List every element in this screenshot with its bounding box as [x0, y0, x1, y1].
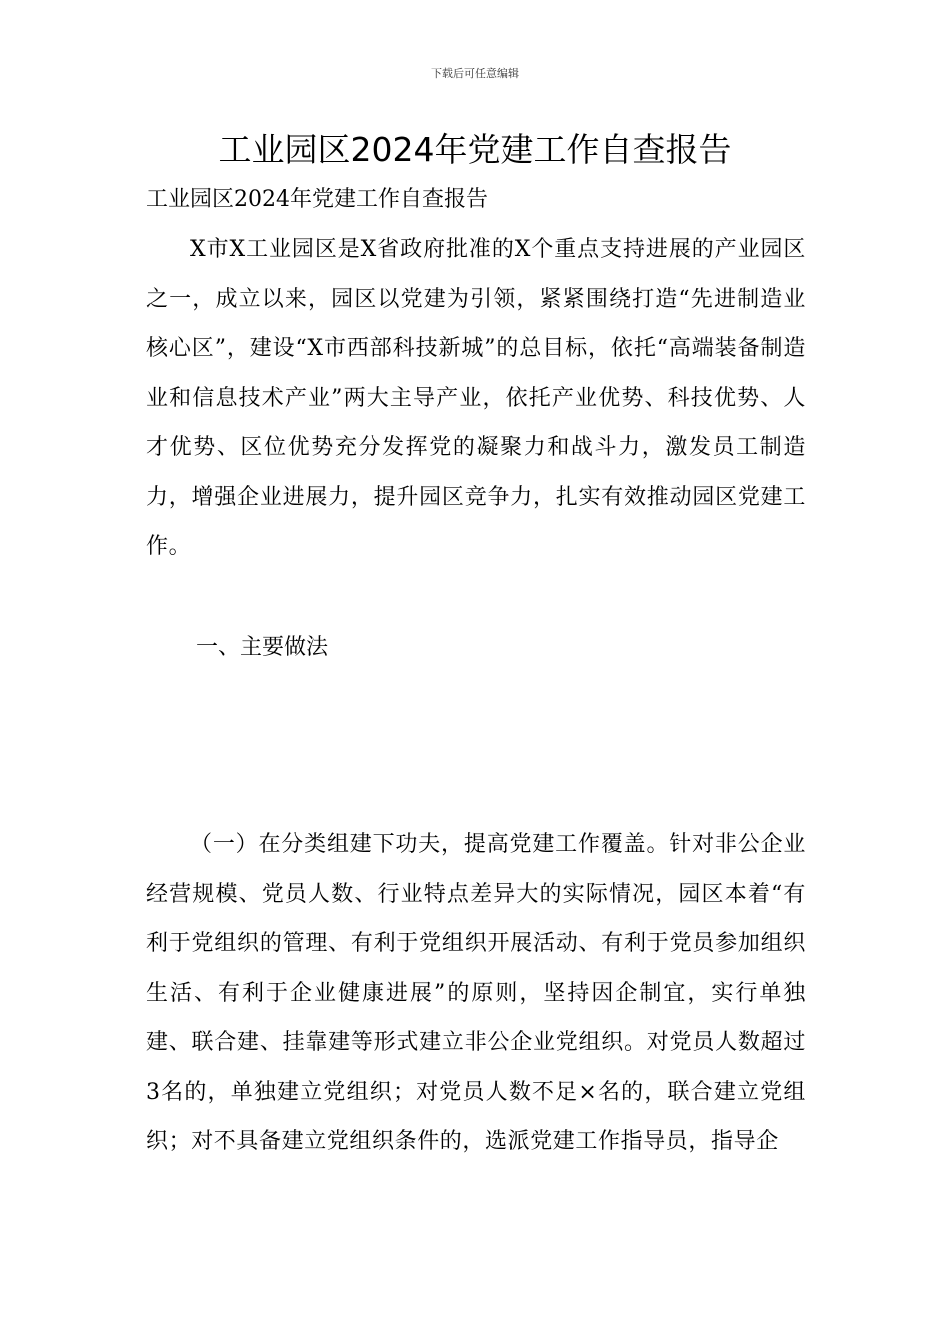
body-paragraph-intro: X市X工业园区是X省政府批准的X个重点支持进展的产业园区之一，成立以来，园区以党建为引领，紧紧围绕打造“先进制造业核心区”，建设“X市西部科技新城”的总目标，依托“高端装备制造业和信息技术产业”两大主导产业，依托产业优势、科技优势、人才优势、区位优势充分发挥党的凝聚力和战斗力，激发员工制造力，增强企业进展力，提升园区竞争力，扎实有效推动园区党建工作。: [146, 237, 806, 559]
section-heading: 一、主要做法: [196, 635, 329, 660]
body-paragraph-section-1: （一）在分类组建下功夫，提高党建工作覆盖。针对非公企业经营规模、党员人数、行业特点差异大的实际情况，园区本着“有利于党组织的管理、有利于党组织开展活动、有利于党员参加组织生活、有利于企业健康进展”的原则，坚持因企制宜，实行单独建、联合建、挂靠建等形式建立非公企业党组织。对党员人数超过3名的，单独建立党组织；对党员人数不足×名的，联合建立党组织；对不具备建立党组织条件的，选派党建工作指导员，指导企: [146, 832, 806, 1154]
document-title: 工业园区2024年党建工作自查报告: [218, 130, 732, 169]
document-subtitle: 工业园区2024年党建工作自查报告: [146, 187, 488, 212]
header-note: 下载后可任意编辑: [431, 67, 519, 80]
